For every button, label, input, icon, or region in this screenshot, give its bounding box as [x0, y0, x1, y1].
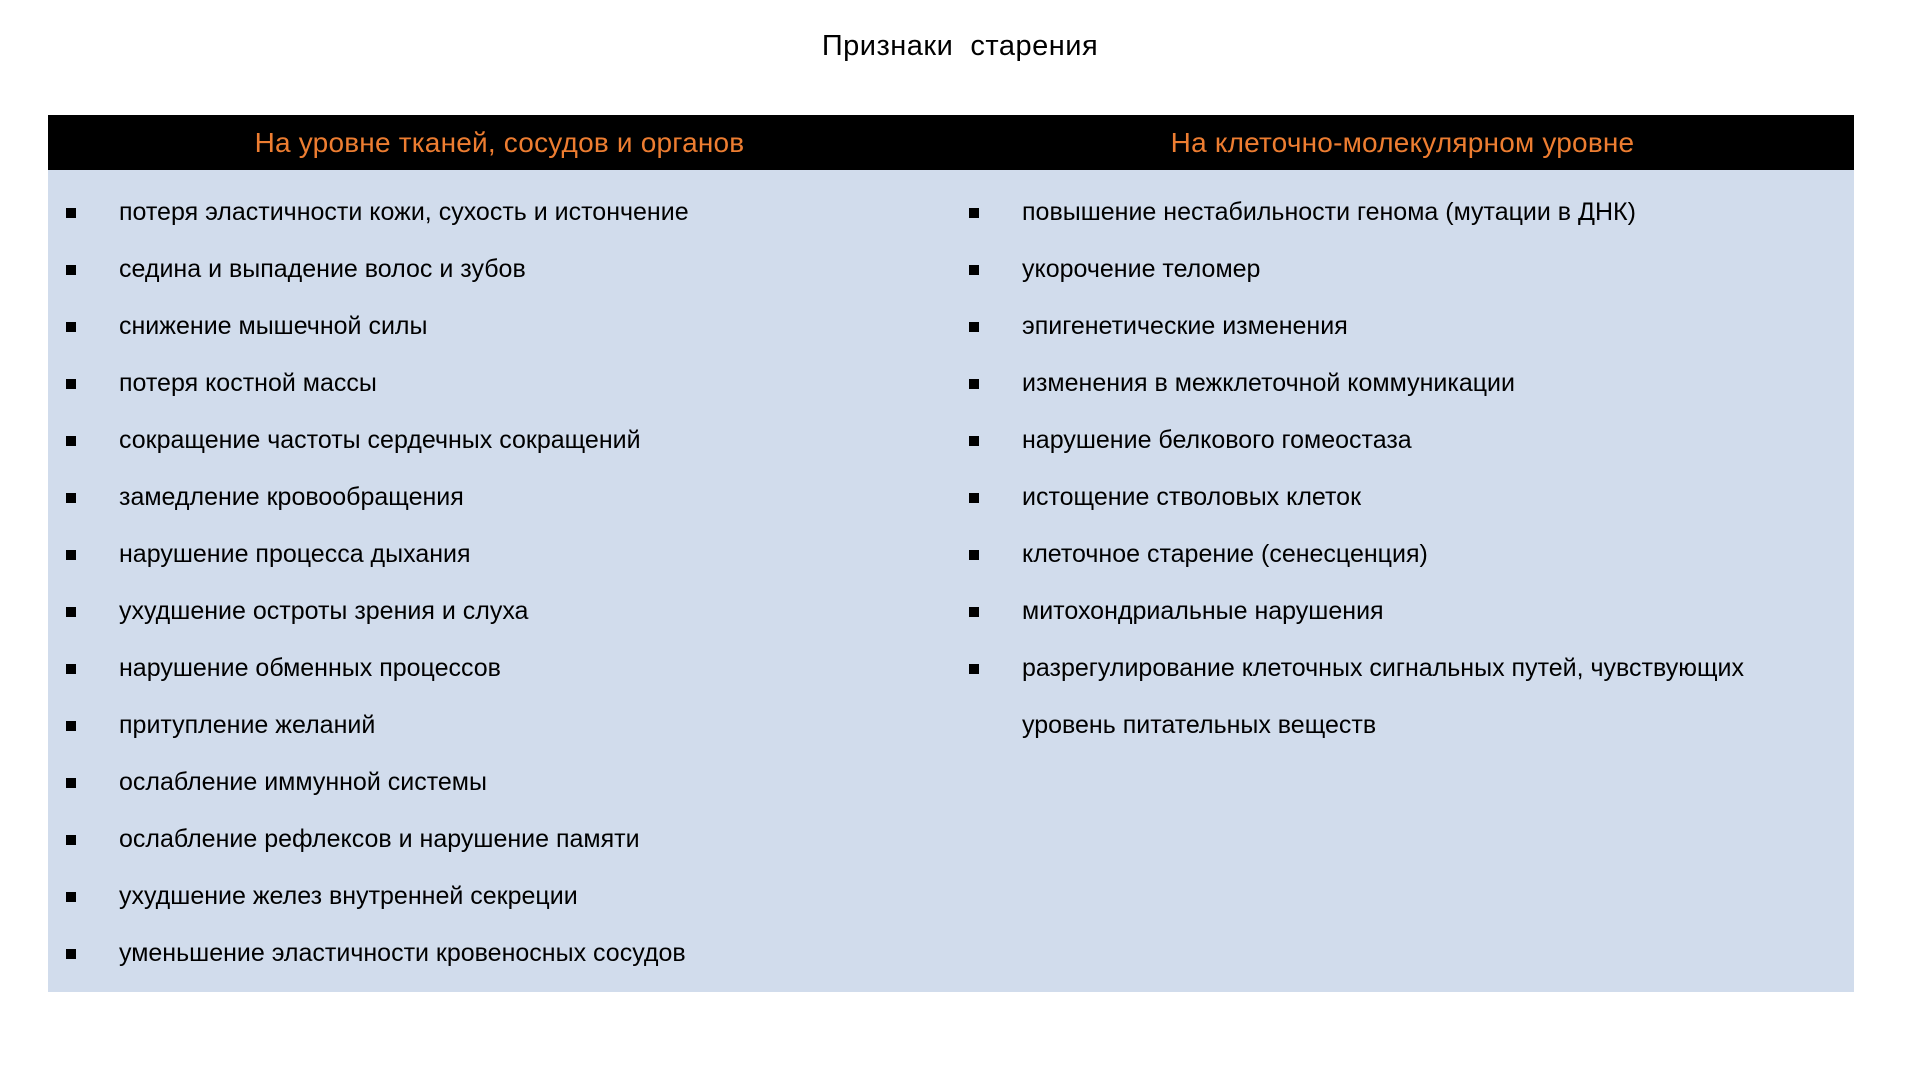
page-title: Признаки старения — [821, 30, 1099, 62]
list-item-text: ослабление рефлексов и нарушение памяти — [119, 825, 640, 853]
square-bullet-icon — [66, 436, 76, 446]
list-item-text: эпигенетические изменения — [1022, 312, 1348, 340]
list-item-text: ослабление иммунной системы — [119, 768, 487, 796]
list-item-text: притупление желаний — [119, 711, 376, 739]
square-bullet-icon — [66, 778, 76, 788]
square-bullet-icon — [969, 208, 979, 218]
square-bullet-icon — [66, 265, 76, 275]
list-item — [66, 241, 931, 298]
list-item — [969, 583, 1834, 640]
column-tissues-organs — [48, 170, 951, 992]
square-bullet-icon — [969, 550, 979, 560]
square-bullet-icon — [66, 322, 76, 332]
list-item-text: нарушение белкового гомеостаза — [1022, 426, 1412, 454]
square-bullet-icon — [969, 664, 979, 674]
list-item — [969, 184, 1834, 241]
list-item-text: повышение нестабильности генома (мутации в ДНК) — [1022, 198, 1636, 226]
list-item-text: ухудшение желез внутренней секреции — [119, 882, 578, 910]
signs-of-aging-table — [48, 115, 1854, 992]
list-item-text: нарушение процесса дыхания — [119, 540, 471, 568]
list-item — [66, 868, 931, 925]
list-item-text: клеточное старение (сенесценция) — [1022, 540, 1428, 568]
square-bullet-icon — [66, 721, 76, 731]
list-item-text: истощение стволовых клеток — [1022, 483, 1362, 511]
list-item — [969, 241, 1834, 298]
list-item — [66, 640, 931, 697]
square-bullet-icon — [66, 607, 76, 617]
list-item-text: разрегулирование клеточных сигнальных путей, чувствующих уровень питательных веществ — [1022, 654, 1744, 739]
square-bullet-icon — [66, 664, 76, 674]
column-header-tissues-organs: На уровне тканей, сосудов и органов — [254, 126, 745, 158]
list-item — [66, 184, 931, 241]
square-bullet-icon — [969, 436, 979, 446]
table-header-row — [48, 115, 1854, 170]
list-item — [66, 355, 931, 412]
list-item — [66, 697, 931, 754]
square-bullet-icon — [66, 949, 76, 959]
list-item — [66, 298, 931, 355]
list-item — [66, 754, 931, 811]
list-item — [969, 469, 1834, 526]
list-item — [969, 412, 1834, 469]
list-item-text: снижение мышечной силы — [119, 312, 428, 340]
square-bullet-icon — [969, 379, 979, 389]
list-item — [969, 355, 1834, 412]
list-item-text: уменьшение эластичности кровеносных сосудов — [119, 939, 686, 967]
list-item — [66, 469, 931, 526]
column-header-cellular-molecular: На клеточно-молекулярном уровне — [1170, 126, 1635, 158]
list-item — [969, 298, 1834, 355]
list-item — [66, 811, 931, 868]
list-item-text: митохондриальные нарушения — [1022, 597, 1384, 625]
square-bullet-icon — [969, 265, 979, 275]
square-bullet-icon — [969, 493, 979, 503]
list-item-text: сокращение частоты сердечных сокращений — [119, 426, 641, 454]
square-bullet-icon — [66, 379, 76, 389]
table-body-row — [48, 170, 1854, 992]
square-bullet-icon — [66, 550, 76, 560]
list-item-text: потеря эластичности кожи, сухость и истончение — [119, 198, 689, 226]
list-item — [969, 526, 1834, 583]
square-bullet-icon — [66, 892, 76, 902]
list-item — [66, 583, 931, 640]
list-item-text: седина и выпадение волос и зубов — [119, 255, 526, 283]
list-item-text: изменения в межклеточной коммуникации — [1022, 369, 1515, 397]
list-item — [66, 412, 931, 469]
list-item — [66, 526, 931, 583]
list-item-text: укорочение теломер — [1022, 255, 1261, 283]
cellular-molecular-bullet-list — [969, 184, 1834, 754]
square-bullet-icon — [66, 493, 76, 503]
tissues-organs-bullet-list — [66, 184, 931, 982]
list-item — [66, 925, 931, 982]
square-bullet-icon — [969, 322, 979, 332]
square-bullet-icon — [66, 208, 76, 218]
column-cellular-molecular — [951, 170, 1854, 992]
list-item-text: потеря костной массы — [119, 369, 377, 397]
list-item-text: нарушение обменных процессов — [119, 654, 501, 682]
list-item-text: замедление кровообращения — [119, 483, 464, 511]
square-bullet-icon — [969, 607, 979, 617]
square-bullet-icon — [66, 835, 76, 845]
list-item — [969, 640, 1834, 754]
list-item-text: ухудшение остроты зрения и слуха — [119, 597, 529, 625]
